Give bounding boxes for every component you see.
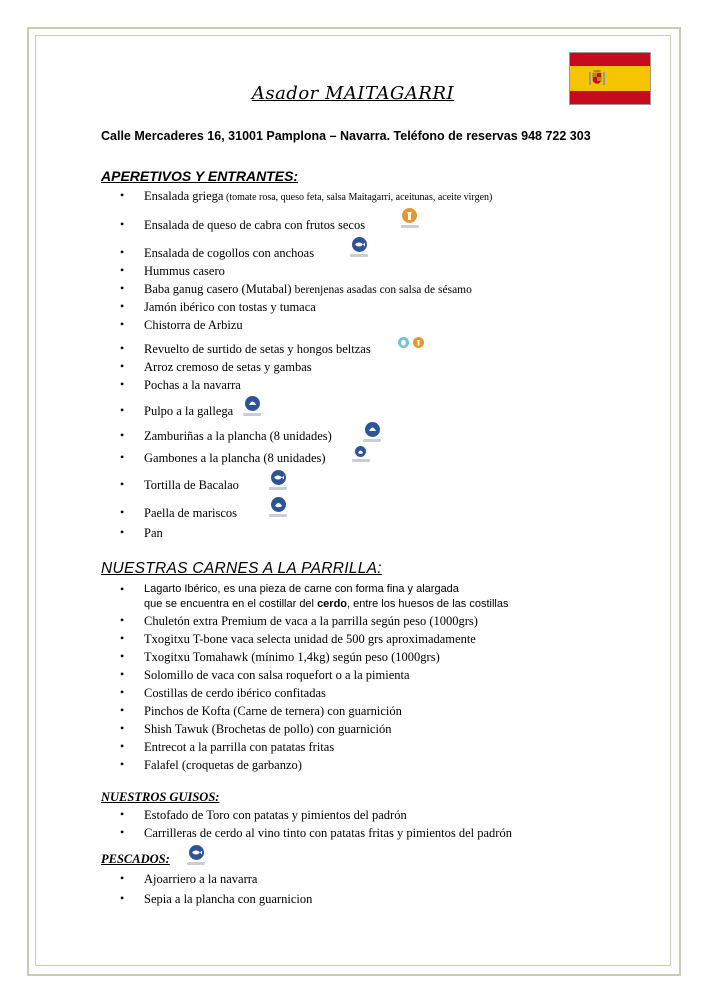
section-heading-aperitivos: APERETIVOS Y ENTRANTES: xyxy=(101,168,299,184)
crustacean-allergen-icon xyxy=(355,446,366,457)
item-name: Carrilleras de cerdo al vino tinto con patatas fritas y pimientos del padrón xyxy=(144,826,512,840)
allergen-label-bar xyxy=(269,487,287,490)
item-name: Chuletón extra Premium de vaca a la parrilla según peso (1000grs) xyxy=(144,614,478,628)
allergen-label-bar xyxy=(401,225,419,228)
item-name: Ensalada de queso de cabra con frutos secos xyxy=(144,218,366,232)
bullet: • xyxy=(120,317,125,331)
bullet: • xyxy=(120,721,125,735)
item-name: Pinchos de Kofta (Carne de ternera) con guarnición xyxy=(144,704,402,718)
bullet: • xyxy=(120,450,125,464)
address-line: Calle Mercaderes 16, 31001 Pamplona – Navarra. Teléfono de reservas 948 722 303 xyxy=(101,129,591,143)
bullet: • xyxy=(120,757,125,771)
item-name: Estofado de Toro con patatas y pimientos del padrón xyxy=(144,808,407,822)
bullet: • xyxy=(120,403,125,417)
bullet: • xyxy=(120,188,125,202)
bullet: • xyxy=(120,525,125,539)
dairy-allergen-icon xyxy=(413,337,424,348)
bullet: • xyxy=(120,245,125,259)
bullet: • xyxy=(120,377,125,391)
item-name: Paella de mariscos xyxy=(144,506,238,520)
bullet: • xyxy=(120,825,125,839)
bullet: • xyxy=(120,667,125,681)
fish-allergen-icon xyxy=(271,470,286,485)
bullet: • xyxy=(120,631,125,645)
fish-allergen-icon xyxy=(352,237,367,252)
item-name: Pan xyxy=(144,526,163,540)
item-name: Ensalada de cogollos con anchoas xyxy=(144,246,315,260)
restaurant-title: Asador MAITAGARRI xyxy=(251,83,455,104)
bullet: • xyxy=(120,263,125,277)
bullet: • xyxy=(120,703,125,717)
item-name: Costillas de cerdo ibérico confitadas xyxy=(144,686,326,700)
item-name: Solomillo de vaca con salsa roquefort o a la pimienta xyxy=(144,668,410,682)
allergen-label-bar xyxy=(363,439,381,442)
item-name: Entrecot a la parrilla con patatas fritas xyxy=(144,740,335,754)
crustacean-allergen-icon xyxy=(271,497,286,512)
item-name: Zamburiñas a la plancha (8 unidades) xyxy=(144,429,332,443)
allergen-label-bar xyxy=(350,254,368,257)
bullet: • xyxy=(120,871,125,885)
item-name: Sepia a la plancha con guarnicion xyxy=(144,892,313,906)
item-name: Ajoarriero a la navarra xyxy=(144,872,258,886)
item-description: que se encuentra en el costillar del cerdo, entre los huesos de las costillas xyxy=(144,598,509,610)
allergen-label-bar xyxy=(243,413,261,416)
item-name: Lagarto Ibérico, es una pieza de carne con forma fina y alargada xyxy=(144,583,459,595)
item-name: Pulpo a la gallega xyxy=(144,404,234,418)
item-description: (tomate rosa, queso feta, salsa Maitagarri, aceitunas, aceite virgen) xyxy=(223,192,493,203)
item-name: Falafel (croquetas de garbanzo) xyxy=(144,758,302,772)
bullet: • xyxy=(120,891,125,905)
bullet: • xyxy=(120,359,125,373)
item-name: Jamón ibérico con tostas y tumaca xyxy=(144,300,316,314)
bullet: • xyxy=(120,505,125,519)
allergen-label-bar xyxy=(352,459,370,462)
bullet: • xyxy=(120,428,125,442)
item-name: Tortilla de Bacalao xyxy=(144,478,239,492)
item-name: Ensalada griega xyxy=(144,189,224,203)
allergen-label-bar xyxy=(187,862,205,865)
item-name: Chistorra de Arbizu xyxy=(144,318,243,332)
item-description: berenjenas asadas con salsa de sésamo xyxy=(294,284,472,296)
bullet: • xyxy=(120,613,125,627)
mollusc-allergen-icon xyxy=(365,422,380,437)
egg-allergen-icon xyxy=(398,337,409,348)
bullet: • xyxy=(120,341,125,355)
item-name: Gambones a la plancha (8 unidades) xyxy=(144,451,326,465)
fish-allergen-icon xyxy=(189,845,204,860)
bullet: • xyxy=(120,685,125,699)
bullet: • xyxy=(120,649,125,663)
item-name: Arroz cremoso de setas y gambas xyxy=(144,360,312,374)
bullet: • xyxy=(120,281,125,295)
bullet: • xyxy=(120,807,125,821)
item-name: Txogitxu Tomahawk (mínimo 1,4kg) según peso (1000grs) xyxy=(144,650,440,664)
section-heading-guisos: NUESTROS GUISOS: xyxy=(101,790,220,804)
item-name: Revuelto de surtido de setas y hongos beltzas xyxy=(144,342,371,356)
bullet: • xyxy=(120,477,125,491)
allergen-label-bar xyxy=(269,514,287,517)
section-heading-pescados: PESCADOS: xyxy=(101,852,170,866)
item-name: Hummus casero xyxy=(144,264,225,278)
item-name: Txogitxu T-bone vaca selecta unidad de 500 grs aproximadamente xyxy=(144,632,476,646)
bullet: • xyxy=(120,217,125,231)
item-name: Baba ganug casero (Mutabal) xyxy=(144,282,295,296)
item-name: Pochas a la navarra xyxy=(144,378,241,392)
section-heading-carnes: NUESTRAS CARNES A LA PARRILLA: xyxy=(101,560,382,577)
bullet: • xyxy=(120,582,125,596)
mollusc-allergen-icon xyxy=(245,396,260,411)
bullet: • xyxy=(120,739,125,753)
item-name: Shish Tawuk (Brochetas de pollo) con guarnición xyxy=(144,722,392,736)
dairy-allergen-icon xyxy=(402,208,417,223)
bullet: • xyxy=(120,299,125,313)
